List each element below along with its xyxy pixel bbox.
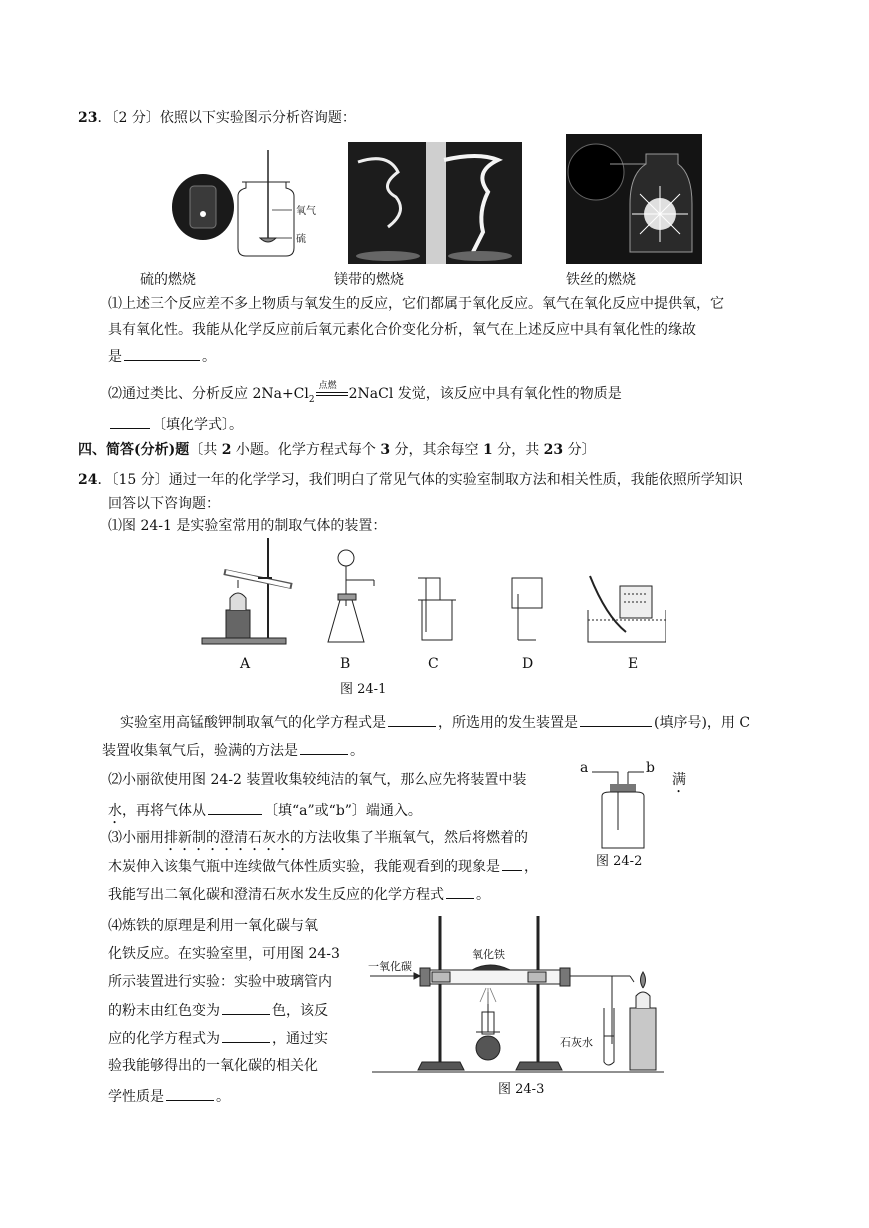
q23-p2: ⑵通过类比、分析反应 $2Na+Cl_2$ 点燃 2NaCl 发觉，该反应中具有氧化性的物质是: [108, 381, 622, 405]
q24-p2-line1: ⑵小丽欲使用图 24-2 装置收集较纯洁的氧气，那么应先将装置中装: [108, 772, 527, 788]
q24-p4-line7: 学性质是 。: [108, 1086, 230, 1107]
answer-blank[interactable]: [388, 712, 436, 727]
q24-p4-line6: 验我能够得出的一氧化碳的相关化: [108, 1058, 318, 1074]
q24-p4-line4: 的粉末由红色变为 色，该反: [108, 1000, 328, 1021]
q24-p2-full: 满: [672, 772, 686, 788]
q24-p3-line3: 我能写出二氧化碳和澄清石灰水发生反应的化学方程式 。: [108, 884, 490, 905]
q24-p1: ⑴图 24-1 是实验室常用的制取气体的装置：: [108, 518, 387, 534]
sulfur-burning-figure: [168, 148, 328, 266]
q24-header-2: 回答以下咨询题：: [108, 496, 220, 512]
q24-p4-line5: 应的化学方程式为 ，通过实: [108, 1028, 328, 1049]
figure-24-1-apparatus: [196, 536, 666, 654]
co-label: 一氧化碳: [368, 960, 412, 973]
q24-p4-line2: 化铁反应。在实验室里，可用图 24-3: [108, 946, 340, 962]
answer-blank[interactable]: [580, 712, 652, 727]
q24-header: 24．〔15 分〕通过一年的化学学习，我们明白了常见气体的实验室制取方法和相关性质，我能依照所学知识: [78, 472, 743, 488]
q23-p1-line3: 是 。: [108, 346, 216, 367]
q24-p4-line3: 所示装置进行实验：实验中玻璃管内: [108, 974, 332, 990]
caption-sulfur: 硫的燃烧: [140, 272, 196, 288]
apparatus-e: [588, 576, 666, 642]
reaction-condition: 点燃: [315, 384, 349, 404]
answer-blank[interactable]: [110, 414, 150, 429]
figure-24-2: [578, 760, 668, 850]
caption-magnesium: 镁带的燃烧: [334, 272, 404, 288]
oxygen-label: 氧气: [296, 206, 316, 217]
q24-p2-line2: 水，再将气体从 〔填“a”或“b”〕端通入。: [108, 800, 422, 827]
magnesium-burning-photo: [348, 142, 522, 264]
caption-iron: 铁丝的燃烧: [566, 272, 636, 288]
q24-p4-line1: ⑷炼铁的原理是利用一氧化碳与氧: [108, 918, 318, 934]
answer-blank[interactable]: [124, 346, 200, 361]
limewater-label: 石灰水: [560, 1036, 593, 1049]
apparatus-a: [202, 538, 292, 644]
q24-p3-line1: ⑶小丽用排新制的澄清石灰水的方法收集了半瓶氧气，然后将燃着的: [108, 830, 528, 846]
q24-p1b-line2: 装置收集氧气后，验满的方法是 。: [102, 740, 364, 761]
answer-blank[interactable]: [300, 740, 348, 755]
answer-blank[interactable]: [222, 1028, 270, 1043]
q23-header: 23．〔2 分〕依照以下实验图示分析咨询题：: [78, 110, 356, 126]
answer-blank[interactable]: [446, 884, 474, 899]
apparatus-label-e: E: [628, 656, 639, 672]
figure-24-3-caption: 图 24-3: [498, 1082, 545, 1097]
port-a-label: a: [580, 760, 589, 776]
q24-p3-line2: 木炭伸入该集气瓶中连续做气体性质实验，我能观看到的现象是 ，: [108, 856, 538, 877]
apparatus-d: [512, 578, 542, 640]
iron-oxide-label: 氧化铁: [472, 948, 505, 961]
figure-24-2-caption: 图 24-2: [596, 854, 643, 869]
answer-blank[interactable]: [222, 1000, 270, 1015]
figure-24-1-caption: 图 24-1: [340, 682, 387, 697]
answer-blank[interactable]: [208, 800, 262, 815]
apparatus-c: [418, 578, 456, 640]
apparatus-b: [328, 550, 374, 642]
figure-24-3: [368, 912, 668, 1078]
q23-p1-line1: ⑴上述三个反应差不多上物质与氧发生的反应，它们都属于氧化反应。氧气在氧化反应中提供氧，它: [108, 296, 724, 312]
apparatus-label-b: B: [340, 656, 351, 672]
answer-blank[interactable]: [166, 1086, 214, 1101]
iron-wire-burning-photo: [566, 134, 702, 264]
apparatus-label-a: A: [240, 656, 251, 672]
apparatus-label-c: C: [428, 656, 439, 672]
sulfur-label: 硫: [296, 234, 306, 245]
sulfur-flame-photo: [172, 174, 234, 240]
apparatus-label-d: D: [522, 656, 534, 672]
answer-blank[interactable]: [502, 856, 522, 871]
port-b-label: b: [646, 760, 655, 776]
q24-p1b-line1: 实验室用高锰酸钾制取氧气的化学方程式是 ，所选用的发生装置是 (填序号)，用 C: [120, 712, 750, 733]
section-4-header: 四、简答(分析)题〔共 2 小题。化学方程式每个 3 分，其余每空 1 分，共 23 分〕: [78, 442, 596, 458]
q23-p2-line2: 〔填化学式〕。: [108, 414, 243, 435]
q23-p1-line2: 具有氧化性。我能从化学反应前后氧元素化合价变化分析，氧气在上述反应中具有氧化性的缘故: [108, 322, 696, 338]
